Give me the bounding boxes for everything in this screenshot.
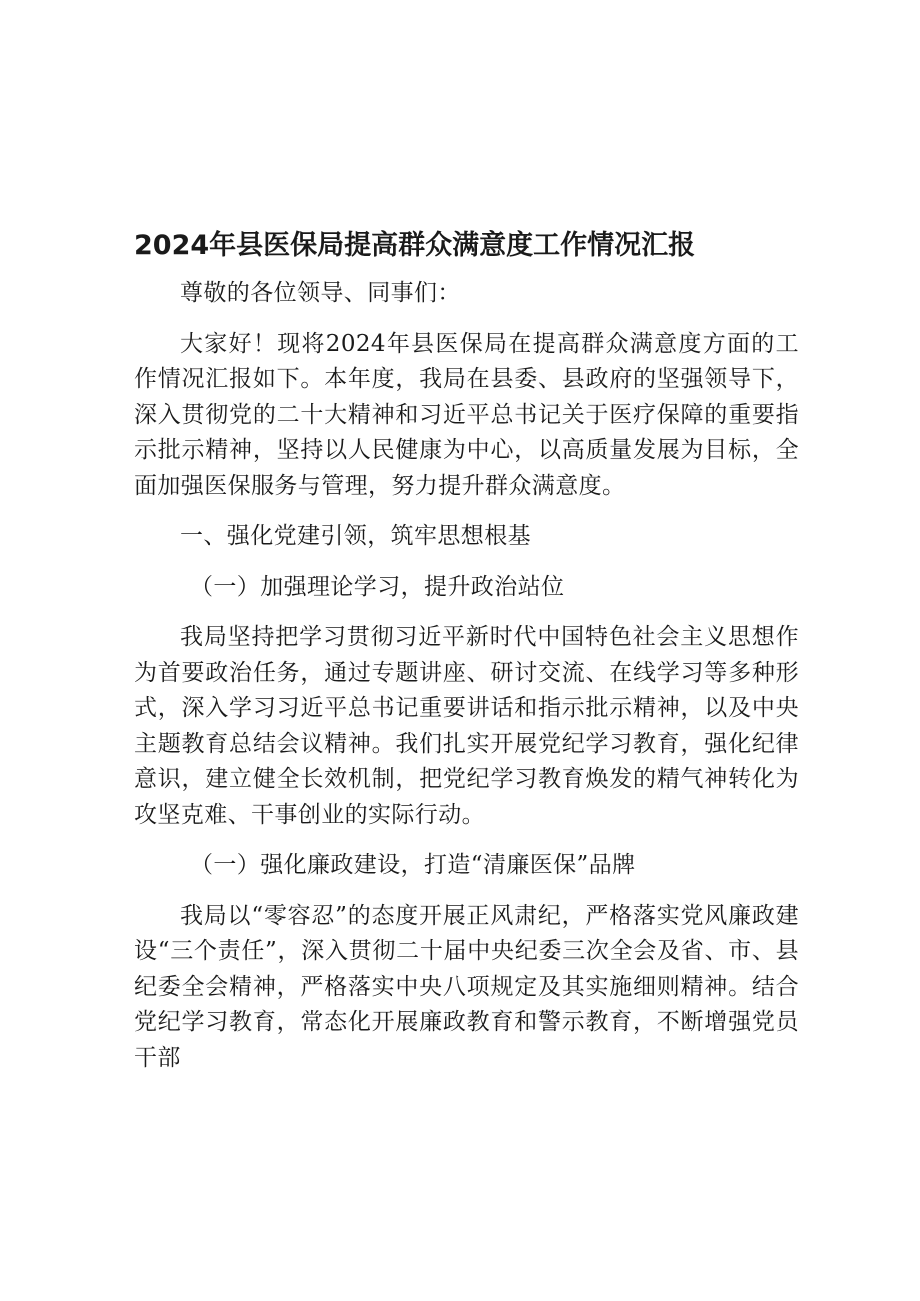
- subsection-2-paragraph: 我局以“零容忍”的态度开展正风肃纪，严格落实党风廉政建设“三个责任”，深入贯彻二十届中央纪委三次全会及省、市、县纪委全会精神，严格落实中央八项规定及其实施细则精神。结合党纪学习教育，常态化开展廉政教育和警示教育，不断增强党员干部: [134, 902, 799, 1071]
- intro-paragraph: 大家好！现将2024年县医保局在提高群众满意度方面的工作情况汇报如下。本年度，我局在县委、县政府的坚强领导下，深入贯彻党的二十大精神和习近平总书记关于医疗保障的重要指示批示精神，坚持以人民健康为中心，以高质量发展为目标，全面加强医保服务与管理，努力提升群众满意度。: [134, 330, 799, 499]
- subsection-heading-1: （一）加强理论学习，提升政治站位: [190, 573, 565, 600]
- document-title: 2024年县医保局提高群众满意度工作情况汇报: [134, 230, 696, 261]
- section-heading-1: 一、强化党建引领，筑牢思想根基: [180, 523, 531, 549]
- subsection-heading-2: （一）强化廉政建设，打造“清廉医保”品牌: [190, 852, 636, 878]
- greeting: 尊敬的各位领导、同事们：: [180, 280, 461, 306]
- subsection-1-paragraph: 我局坚持把学习贯彻习近平新时代中国特色社会主义思想作为首要政治任务，通过专题讲座、研讨交流、在线学习等多种形式，深入学习习近平总书记重要讲话和指示批示精神，以及中央主题教育总结会议精神。我们扎实开展党纪学习教育，强化纪律意识，建立健全长效机制，把党纪学习教育焕发的精气神转化为攻坚克难、干事创业的实际行动。: [134, 624, 799, 828]
- document-body: [134, 226, 799, 1091]
